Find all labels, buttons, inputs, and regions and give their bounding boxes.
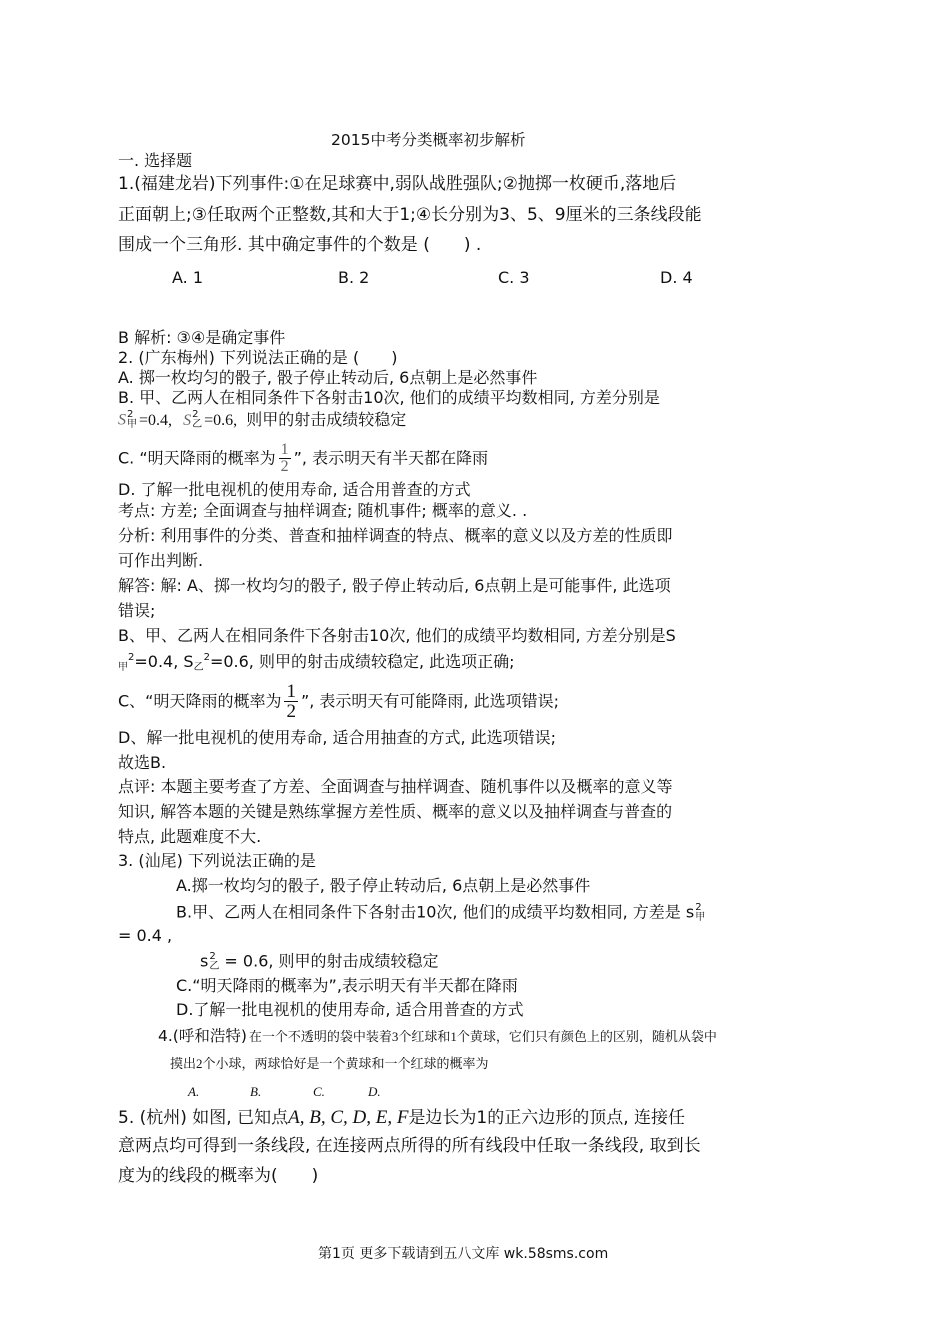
- variance-symbol: S: [118, 411, 126, 429]
- q2-stem: 2. (广东梅州) 下列说法正确的是 ( ): [118, 348, 398, 367]
- q5-line-2: 意两点均可得到一条线段, 在连接两点所得的所有线段中任取一条线段, 取到长: [118, 1136, 701, 1156]
- superscript: 2: [203, 652, 210, 663]
- variance-script: [695, 903, 705, 923]
- q1-option-b: B. 2: [338, 268, 370, 287]
- fraction: [284, 682, 298, 721]
- variance-symbol: S: [183, 411, 192, 429]
- q4-line-2: 摸出2个小球，两球恰好是一个黄球和一个红球的概率为: [170, 1056, 489, 1071]
- q2-jieda-c-pre: C、“明天降雨的概率为: [118, 691, 282, 711]
- q1-option-c: C. 3: [498, 268, 530, 287]
- sub: 甲: [127, 419, 137, 430]
- text: =0.4, S: [134, 652, 194, 671]
- page-title: 2015中考分类概率初步解析: [331, 131, 526, 149]
- points: A, B, C, D, E, F: [288, 1107, 409, 1128]
- sub: 乙: [192, 419, 203, 430]
- q4-option-d: D.: [368, 1084, 381, 1099]
- q2-jieda-c-post: ”, 表示明天有可能降雨, 此选项错误;: [300, 691, 559, 711]
- q2-kaodian: 考点: 方差; 全面调查与抽样调查; 随机事件; 概率的意义. .: [118, 501, 528, 520]
- superscript: 2: [128, 652, 135, 663]
- section-heading: 一. 选择题: [118, 151, 193, 170]
- text: 5. (杭州) 如图, 已知点: [118, 1108, 289, 1128]
- variance-script: [192, 410, 202, 430]
- q2-jieda-line-1: 解答: 解: A、掷一枚均匀的骰子, 骰子停止转动后, 6点朝上是可能事件, 此选项: [118, 576, 671, 595]
- q3-option-c: C.“明天降雨的概率为”,表示明天有半天都在降雨: [176, 976, 518, 995]
- q2-jieda-b-line-2: [118, 653, 515, 673]
- numerator: 1: [286, 681, 296, 702]
- q1-option-a: A. 1: [172, 268, 204, 287]
- q2-option-c-pre: C. “明天降雨的概率为: [118, 448, 276, 468]
- q3-option-b-line-3: [200, 952, 439, 972]
- sub: 甲: [695, 912, 706, 923]
- q1-line-1: 1.(福建龙岩)下列事件:①在足球赛中,弱队战胜强队;②抛掷一枚硬币,落地后: [118, 174, 677, 194]
- text: 是边长为1的正六边形的顶点, 连接任: [408, 1108, 686, 1128]
- q2-option-b-line-2: [118, 410, 406, 430]
- q2-dianping-line-2: 知识, 解答本题的关键是熟练掌握方差性质、概率的意义以及抽样调查与普查的: [118, 802, 673, 821]
- q5-line-3: 度为的线段的概率为( ): [118, 1166, 319, 1186]
- q4-option-a: A.: [188, 1084, 200, 1099]
- q4-option-c: C.: [313, 1084, 325, 1099]
- q2-conclusion: 故选B.: [118, 753, 167, 772]
- q1-option-d: D. 4: [660, 268, 693, 287]
- q4-line-1: [158, 1028, 717, 1045]
- sub: 乙: [209, 961, 220, 972]
- fraction: [279, 442, 291, 475]
- q2-dianping-line-1: 点评: 本题主要考查了方差、全面调查与抽样调查、随机事件以及概率的意义等: [118, 777, 673, 796]
- variance-value: =0.4,: [139, 411, 173, 429]
- q1-answer: B 解析: ③④是确定事件: [118, 328, 286, 347]
- sup: 2: [192, 409, 199, 420]
- q2-option-d: D. 了解一批电视机的使用寿命, 适合用普查的方式: [118, 480, 471, 499]
- q2-option-c-post: ”, 表示明天有半天都在降雨: [293, 448, 489, 468]
- text: s: [200, 951, 209, 971]
- text: = 0.6, 则甲的射击成绩较稳定: [219, 951, 439, 971]
- q5-line-1: [118, 1108, 685, 1127]
- subscript: 乙: [193, 662, 204, 673]
- q2-option-a: A. 掷一枚均匀的骰子, 骰子停止转动后, 6点朝上是必然事件: [118, 368, 538, 387]
- q2-fenxi-line-1: 分析: 利用事件的分类、普查和抽样调查的特点、概率的意义以及方差的性质即: [118, 526, 673, 545]
- sup: 2: [695, 902, 702, 913]
- q2-jieda-b-line-1: B、甲、乙两人在相同条件下各射击10次, 他们的成绩平均数相同, 方差分别是S: [118, 626, 676, 645]
- q3-stem: 3. (汕尾) 下列说法正确的是: [118, 851, 316, 870]
- q4-number: 4.(呼和浩特): [158, 1027, 247, 1045]
- page-footer: 第1页 更多下载请到五八文库 wk.58sms.com: [318, 1246, 609, 1262]
- q2-fenxi-line-2: 可作出判断.: [118, 551, 204, 570]
- q3-option-a: A.掷一枚均匀的骰子, 骰子停止转动后, 6点朝上是必然事件: [176, 876, 591, 895]
- q2-option-b-line-1: B. 甲、乙两人在相同条件下各射击10次, 他们的成绩平均数相同, 方差分别是: [118, 388, 660, 407]
- numerator: 1: [280, 441, 289, 458]
- sup: 2: [209, 951, 216, 962]
- q1-line-2: 正面朝上;③任取两个正整数,其和大于1;④长分别为3、5、9厘米的三条线段能: [118, 205, 702, 225]
- denominator: 2: [280, 458, 289, 475]
- q4-text: 在一个不透明的袋中装着3个红球和1个黄球，它们只有颜色上的区别，随机从袋中: [248, 1029, 717, 1044]
- text: B.甲、乙两人在相同条件下各射击10次, 他们的成绩平均数相同, 方差是 s: [176, 902, 695, 922]
- q2-jieda-c: [118, 682, 559, 721]
- q3-option-b-line-1: [176, 903, 705, 923]
- q2-jieda-d: D、解一批电视机的使用寿命, 适合用抽查的方式, 此选项错误;: [118, 728, 557, 747]
- q4-option-b: B.: [250, 1084, 262, 1099]
- q3-option-d: D.了解一批电视机的使用寿命, 适合用普查的方式: [176, 1000, 524, 1019]
- q2-jieda-line-2: 错误;: [118, 601, 156, 620]
- variance-value: =0.6,: [204, 411, 238, 429]
- q2-option-c: [118, 442, 488, 475]
- q2-dianping-line-3: 特点, 此题难度不大.: [118, 827, 262, 846]
- sup: 2: [127, 409, 134, 420]
- variance-script: [127, 410, 137, 430]
- subscript: 甲: [118, 662, 128, 673]
- denominator: 2: [286, 701, 296, 722]
- text: =0.6, 则甲的射击成绩较稳定, 此选项正确;: [209, 652, 515, 671]
- q2-option-b-rest: 则甲的射击成绩较稳定: [246, 409, 407, 429]
- variance-script: [209, 952, 219, 972]
- q1-line-3: 围成一个三角形. 其中确定事件的个数是 ( ) .: [118, 235, 482, 255]
- q3-option-b-line-2: = 0.4 ,: [118, 926, 173, 945]
